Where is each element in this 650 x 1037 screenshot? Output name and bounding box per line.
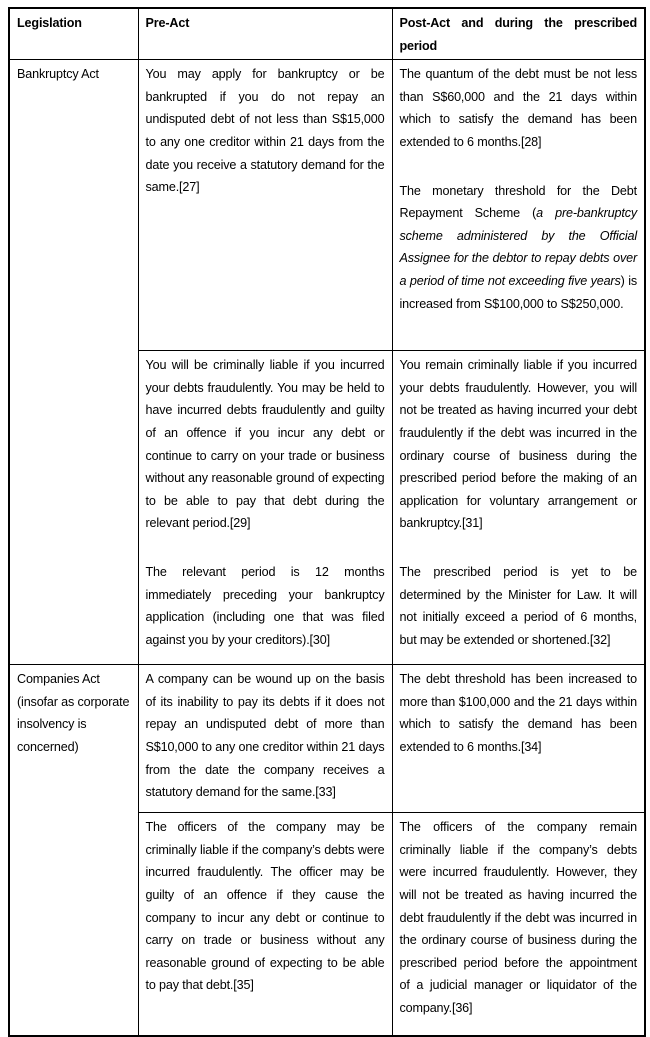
paragraph <box>146 354 385 535</box>
paragraph <box>146 561 385 651</box>
cell-bankruptcy-post-act-2 <box>392 351 645 665</box>
table-row <box>9 60 645 351</box>
cell-companies-pre-act-1 <box>138 665 392 813</box>
paragraph <box>146 63 385 199</box>
cell-bankruptcy-pre-act-2 <box>138 351 392 665</box>
text-run: The officers of the company remain criminally liable if the company’s debts were incurred fraudulently. However, they will not be treated as having incurred the debt fraudulently if the debt was incurred in the ordinary course of business during the prescribed period before the appointment of a judicial manager or liquidator of the company.[36] <box>399 820 637 1015</box>
cell-bankruptcy-post-act-1 <box>392 60 645 351</box>
text-run: You may apply for bankruptcy or be bankrupted if you do not repay an undisputed debt of not less than S$15,000 to any one creditor within 21 days from the date you receive a statutory demand for the same.[27] <box>145 67 385 195</box>
text-run: ) is increased from S$100,000 to S$250,000. <box>399 273 637 311</box>
paragraph <box>400 816 638 1019</box>
text-run: You will be criminally liable if you incurred your debts fraudulently. You may be held to have incurred debts fraudulently and guilty of an offence if you incur any debt or continue to carry on your trade or business without any reasonable ground of expecting to be able to pay that debt during the relevant period.[29] <box>145 358 385 531</box>
cell-companies-post-act-1 <box>392 665 645 813</box>
paragraph <box>400 668 638 758</box>
text-run: The monetary threshold for the Debt Repayment Scheme ( <box>399 183 637 221</box>
text-run: Bankruptcy Act <box>17 67 99 82</box>
paragraph <box>17 668 131 758</box>
text-run: The officers of the company may be criminally liable if the company’s debts were incurred fraudulently. The officer may be guilty of an offence if they cause the company to incur any debt or continue to carry on trade or business without any reasonable ground of expecting to be able to pay that debt.[35] <box>145 820 385 993</box>
cell-legislation-bankruptcy-act <box>9 60 138 665</box>
paragraph <box>400 63 638 153</box>
table-row <box>9 665 645 813</box>
column-header-post-act: Post-Act and during the prescribed period <box>392 8 645 60</box>
text-run: The prescribed period is yet to be determined by the Minister for Law. It will not initially exceed a period of 6 months, but may be extended or shortened.[32] <box>399 564 637 647</box>
text-run: You remain criminally liable if you incurred your debts fraudulently. However, you will not be treated as having incurred your debt fraudulently if the debt was incurred in the ordinary course of business during the prescribed period before the making of an application for voluntary arrangement or bankruptcy.[31] <box>399 358 637 531</box>
text-run: The debt threshold has been increased to more than $100,000 and the 21 days within which to satisfy the demand has been extended to 6 months.[34] <box>399 672 637 754</box>
cell-companies-pre-act-2 <box>138 813 392 1037</box>
text-run: The relevant period is 12 months immediately preceding your bankruptcy application (including one that was filed against you by your creditors).[30] <box>145 564 385 647</box>
paragraph <box>146 816 385 997</box>
cell-bankruptcy-pre-act-1 <box>138 60 392 351</box>
paragraph <box>146 668 385 804</box>
header-row <box>9 8 645 60</box>
paragraph <box>400 354 638 535</box>
text-run: Companies Act (insofar as corporate insolvency is concerned) <box>17 672 130 754</box>
italic-text-run: a pre-bankruptcy scheme administered by the Official Assignee for the debtor to repay debts over a period of time not exceeding five years <box>399 206 637 288</box>
cell-companies-post-act-2 <box>392 813 645 1037</box>
legislation-comparison-table <box>8 7 646 1037</box>
paragraph <box>400 180 638 316</box>
paragraph <box>17 63 131 86</box>
column-header-pre-act: Pre-Act <box>138 8 392 60</box>
text-run: A company can be wound up on the basis of its inability to pay its debts if it does not repay an undisputed debt of more than S$10,000 to any one creditor within 21 days from the date the company receives a statutory demand for the same.[33] <box>145 672 385 800</box>
paragraph <box>400 561 638 651</box>
column-header-legislation: Legislation <box>9 8 138 60</box>
text-run: The quantum of the debt must be not less than S$60,000 and the 21 days within which to satisfy the demand has been extended to 6 months.[28] <box>399 67 637 149</box>
cell-legislation-companies-act <box>9 665 138 1037</box>
